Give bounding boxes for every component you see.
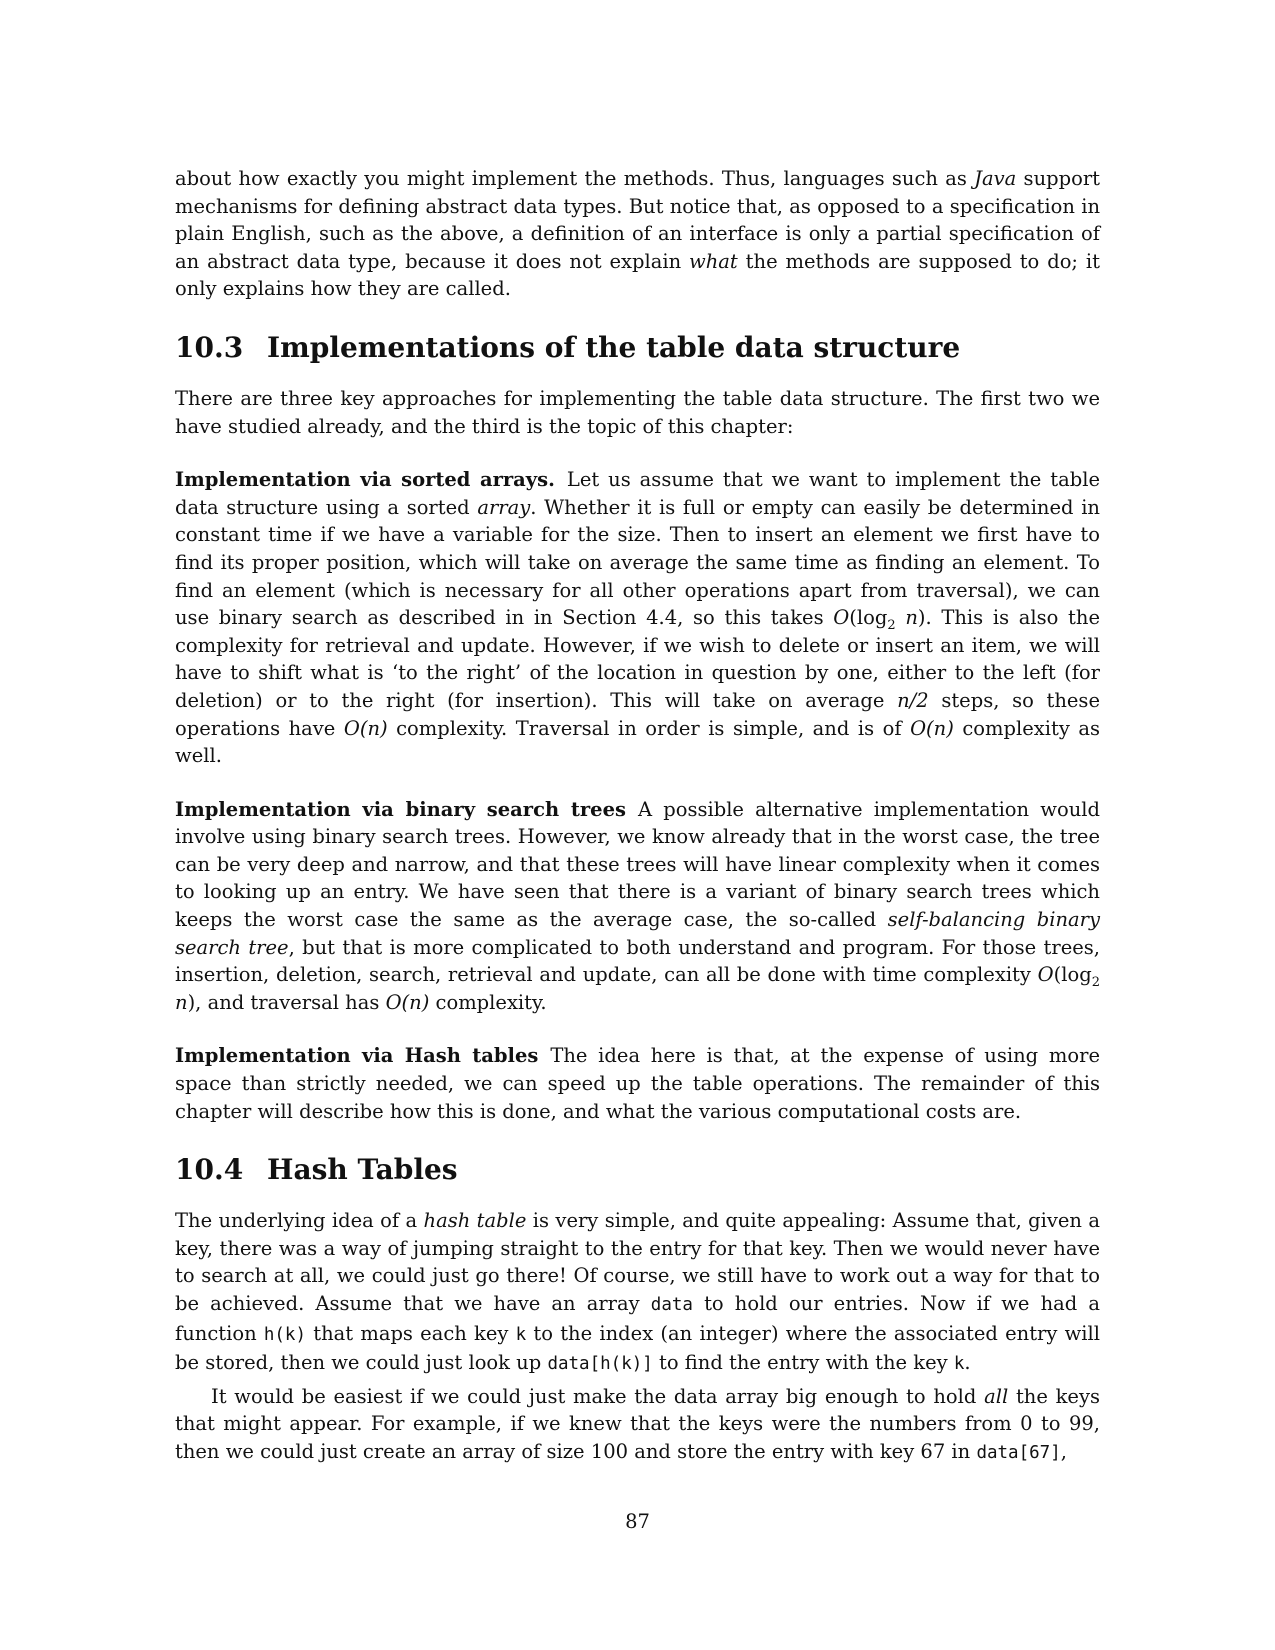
page-number: 87 <box>625 1510 650 1533</box>
text-run: complexity as well. <box>175 716 1100 768</box>
text-run: steps, so these operations have <box>175 688 1100 740</box>
math-subscript: 2 <box>1091 975 1100 991</box>
math-run: O(n) <box>385 990 430 1014</box>
text-run: The underlying idea of a <box>175 1209 424 1233</box>
text-run: , <box>1060 1439 1067 1463</box>
math-run: O <box>1037 963 1054 987</box>
math-run: (log <box>1053 963 1092 987</box>
math-run: (log <box>849 606 888 630</box>
text-run: the methods are supposed to do; it only explains how they are called. <box>175 249 1100 301</box>
text-run: It would be easiest if we could just make the data array big enough to hold <box>211 1384 985 1408</box>
text-run: complexity. <box>429 990 547 1014</box>
emphasis-what: what <box>689 249 738 273</box>
section-number: 10.4 <box>175 1153 244 1187</box>
text-run: support mechanisms for defining abstract data types. But notice that, as opposed to a specification in plain English, such as the above, a definition of an interface is only a partial specification of an abstract data type, because it does not explain <box>175 167 1100 273</box>
hash-intro-paragraph <box>175 1207 1100 1379</box>
text-run: The idea here is that, at the expense of using more space than strictly needed, we can speed up the table operations. The remainder of this chapter will describe how this is done, and what the various computational costs are. <box>175 1044 1100 1123</box>
code-run: k <box>953 1354 965 1375</box>
math-run: n/2 <box>897 688 929 712</box>
bst-paragraph <box>175 796 1100 1017</box>
run-in-heading: Implementation via binary search trees <box>175 797 626 821</box>
section-heading-10-3 <box>175 331 1100 365</box>
section-heading-10-4 <box>175 1153 1100 1187</box>
code-run: data[h(k)] <box>547 1354 653 1375</box>
text-run: complexity. Traversal in order is simple, and is of <box>387 716 911 740</box>
text-run: is very simple, and quite appealing: Assume that, given a key, there was a way of jumping straight to the entry for that key. Then we would never have to search at all, we could just go there! Of course, we still have to work out a way for that to be achieved. Assume that we have an array <box>175 1209 1101 1315</box>
code-run: data <box>650 1295 693 1315</box>
text-run: the keys that might appear. For example, if we knew that the keys were the numbers from 0 to 99, then we could just create an array of size 100 and store the entry with key 67 in <box>175 1384 1100 1463</box>
code-run: h(k) <box>263 1324 307 1345</box>
text-run: , but that is more complicated to both understand and program. For those trees, insertion, deletion, search, retrieval and update, can all be done with time complexity <box>175 935 1100 987</box>
text-run: . This is also the complexity for retrieval and update. However, if we wish to delete or insert an item, we will have to shift what is ‘to the right’ of the location in question by one, either to the left (for deletion) or to the right (for insertion). This will take on average <box>175 606 1100 712</box>
emphasis-array: array <box>477 495 531 519</box>
math-subscript: 2 <box>887 618 896 634</box>
text-run: to the index (an integer) where the associated entry will be stored, then we could just look up <box>175 1321 1100 1375</box>
math-run: ) <box>917 606 926 630</box>
text-run: about how exactly you might implement the methods. Thus, languages such as <box>175 167 975 190</box>
run-in-heading: Implementation via Hash tables <box>175 1044 539 1068</box>
code-run: k <box>515 1324 527 1345</box>
text-run: A possible alternative implementation would involve using binary search trees. However, we know already that in the worst case, the tree can be very deep and narrow, and that these trees will have linear complexity when it comes to looking up an entry. We have seen that there is a variant of binary search trees which keeps the worst case the same as the average case, the so-called <box>175 797 1100 932</box>
section-number: 10.3 <box>175 330 244 364</box>
page-body <box>175 165 1100 1468</box>
hash-tables-paragraph <box>175 1042 1100 1125</box>
text-run: . Whether it is full or empty can easily be determined in constant time if we have a variable for the size. Then to insert an element we first have to find its proper position, which will take on average the same time as finding an element. To find an element (which is necessary for all other operations apart from traversal), we can use binary search as described in in Section 4.4, so this takes <box>175 495 1100 630</box>
math-run: O <box>833 606 850 630</box>
section-title: Hash Tables <box>267 1153 458 1187</box>
emphasis-all: all <box>984 1384 1009 1408</box>
text-run: to find the entry with the key <box>652 1351 954 1375</box>
intro-paragraph <box>175 165 1100 303</box>
section-title: Implementations of the table data structure <box>267 330 961 364</box>
text-run: that maps each key <box>306 1321 516 1345</box>
text-run: , and traversal has <box>195 990 386 1014</box>
emphasis-java: Java <box>974 167 1017 190</box>
math-run: O(n) <box>910 716 954 740</box>
sorted-arrays-paragraph <box>175 466 1100 770</box>
code-run: data[67] <box>976 1442 1061 1463</box>
run-in-heading: Implementation via sorted arrays. <box>175 468 555 492</box>
emphasis-self-balancing: self-balancing binary search tree <box>175 908 1100 959</box>
section-10-3-lead: There are three key approaches for implementing the table data structure. The first two we have studied already, and the third is the topic of this chapter: <box>175 386 1100 438</box>
hash-array-paragraph <box>175 1383 1100 1468</box>
math-run: ) <box>187 990 196 1014</box>
math-run: n <box>895 606 918 630</box>
text-run: Let us assume that we want to implement the table data structure using a sorted <box>175 468 1101 519</box>
math-run: O(n) <box>343 716 388 740</box>
text-run: to hold our entries. Now if we had a function <box>175 1292 1101 1345</box>
math-run: n <box>175 990 188 1014</box>
text-run: . <box>964 1351 971 1375</box>
emphasis-hash-table: hash table <box>423 1209 527 1233</box>
